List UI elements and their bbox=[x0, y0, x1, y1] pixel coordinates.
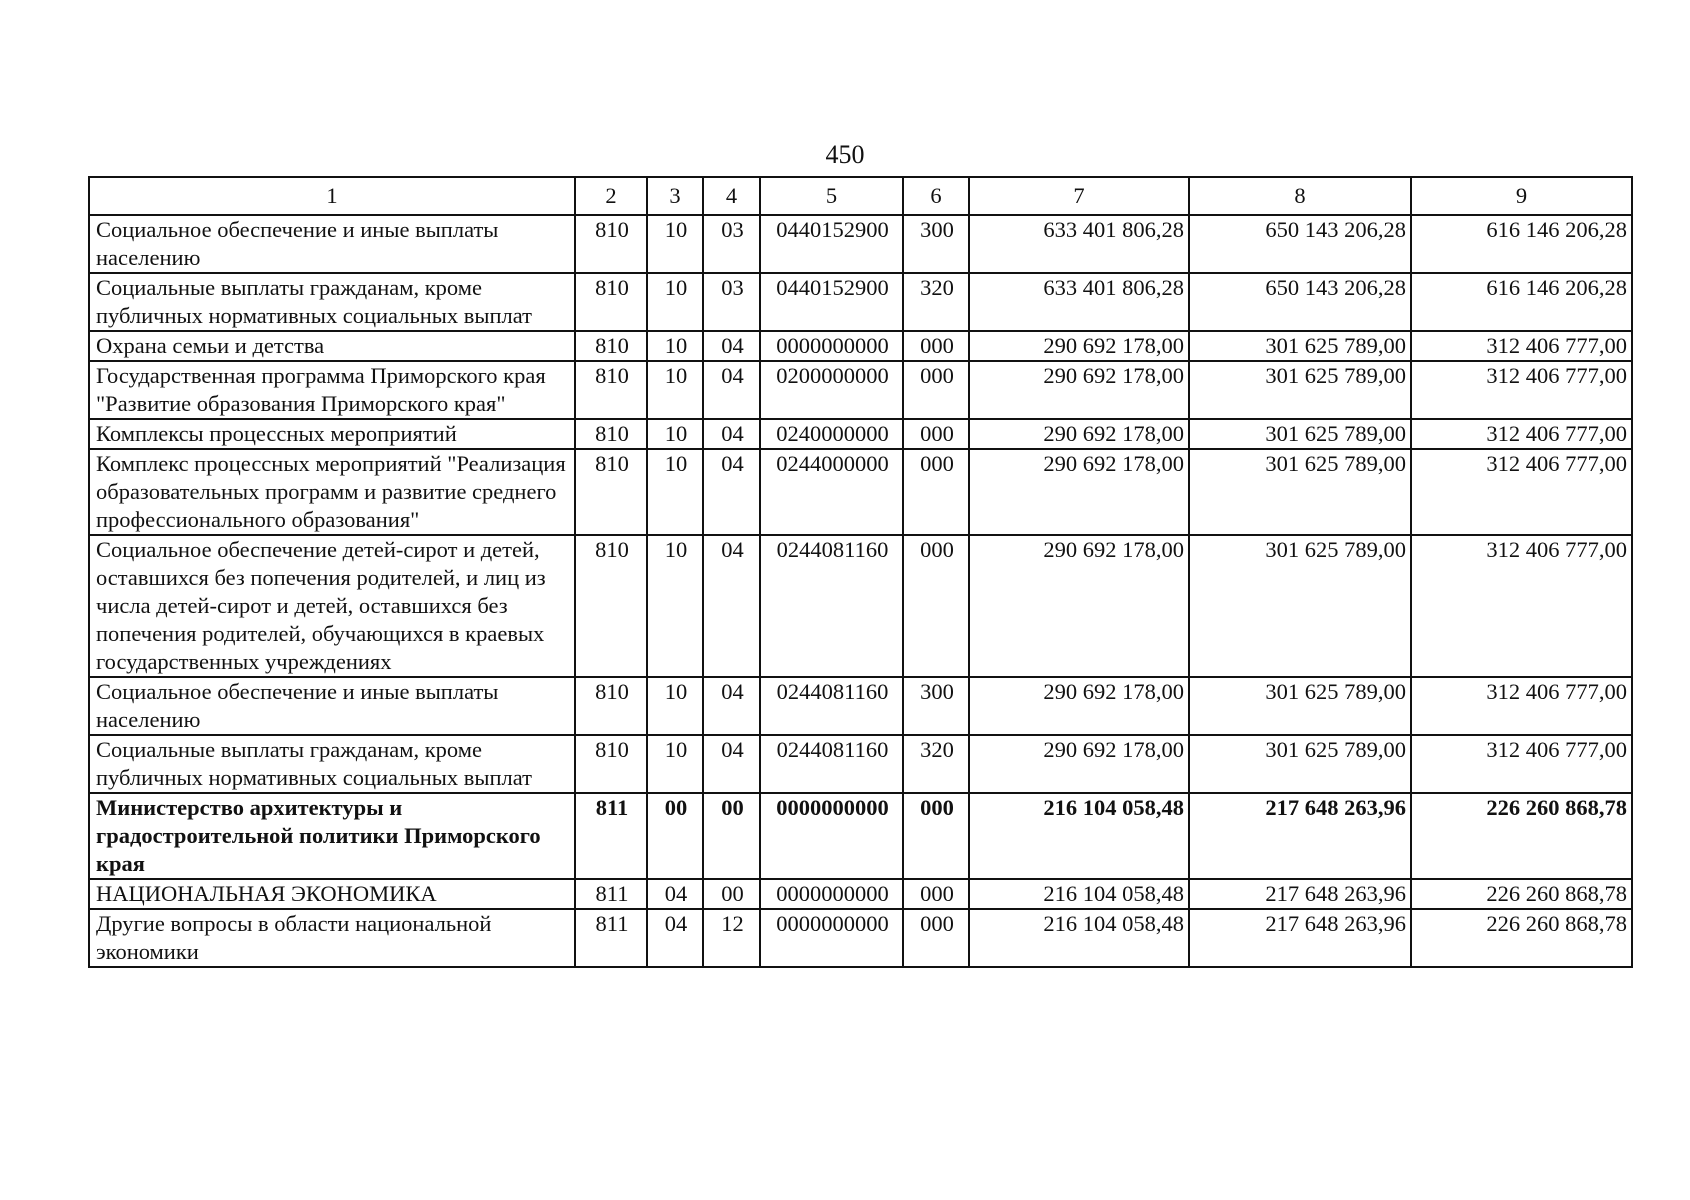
chapter-code-cell: 810 bbox=[575, 449, 647, 535]
subsection-code-cell: 04 bbox=[703, 735, 760, 793]
column-header: 8 bbox=[1189, 177, 1411, 215]
amount-col9-cell: 312 406 777,00 bbox=[1411, 361, 1632, 419]
chapter-code-cell: 810 bbox=[575, 677, 647, 735]
table-row bbox=[89, 535, 1632, 677]
expense-type-cell: 000 bbox=[903, 331, 969, 361]
expense-type-cell: 000 bbox=[903, 909, 969, 967]
expense-type-cell: 000 bbox=[903, 361, 969, 419]
amount-col9-cell: 312 406 777,00 bbox=[1411, 331, 1632, 361]
subsection-code-cell: 03 bbox=[703, 273, 760, 331]
amount-col9-cell: 312 406 777,00 bbox=[1411, 419, 1632, 449]
subsection-code-cell: 12 bbox=[703, 909, 760, 967]
amount-col7-cell: 290 692 178,00 bbox=[969, 419, 1189, 449]
table-row bbox=[89, 735, 1632, 793]
target-article-cell: 0200000000 bbox=[760, 361, 903, 419]
expense-type-cell: 320 bbox=[903, 273, 969, 331]
section-code-cell: 10 bbox=[647, 735, 703, 793]
chapter-code-cell: 810 bbox=[575, 535, 647, 677]
chapter-code-cell: 810 bbox=[575, 735, 647, 793]
section-code-cell: 10 bbox=[647, 535, 703, 677]
expense-type-cell: 300 bbox=[903, 215, 969, 273]
amount-col8-cell: 301 625 789,00 bbox=[1189, 361, 1411, 419]
column-header: 9 bbox=[1411, 177, 1632, 215]
expense-type-cell: 000 bbox=[903, 879, 969, 909]
section-code-cell: 10 bbox=[647, 215, 703, 273]
target-article-cell: 0000000000 bbox=[760, 331, 903, 361]
table-row bbox=[89, 215, 1632, 273]
subsection-code-cell: 04 bbox=[703, 535, 760, 677]
amount-col8-cell: 301 625 789,00 bbox=[1189, 449, 1411, 535]
subsection-code-cell: 04 bbox=[703, 449, 760, 535]
row-name-cell: Социальное обеспечение и иные выплаты населению bbox=[89, 677, 575, 735]
subsection-code-cell: 04 bbox=[703, 331, 760, 361]
subsection-code-cell: 04 bbox=[703, 677, 760, 735]
table-row bbox=[89, 909, 1632, 967]
amount-col7-cell: 290 692 178,00 bbox=[969, 677, 1189, 735]
subsection-code-cell: 04 bbox=[703, 419, 760, 449]
amount-col9-cell: 226 260 868,78 bbox=[1411, 909, 1632, 967]
table-row bbox=[89, 449, 1632, 535]
page-number: 450 bbox=[825, 140, 865, 169]
target-article-cell: 0000000000 bbox=[760, 909, 903, 967]
expense-type-cell: 000 bbox=[903, 419, 969, 449]
amount-col9-cell: 312 406 777,00 bbox=[1411, 677, 1632, 735]
amount-col8-cell: 301 625 789,00 bbox=[1189, 419, 1411, 449]
amount-col7-cell: 633 401 806,28 bbox=[969, 215, 1189, 273]
amount-col7-cell: 290 692 178,00 bbox=[969, 735, 1189, 793]
section-code-cell: 04 bbox=[647, 909, 703, 967]
subsection-code-cell: 04 bbox=[703, 361, 760, 419]
section-code-cell: 10 bbox=[647, 361, 703, 419]
amount-col8-cell: 650 143 206,28 bbox=[1189, 215, 1411, 273]
row-name-cell: НАЦИОНАЛЬНАЯ ЭКОНОМИКА bbox=[89, 879, 575, 909]
amount-col9-cell: 226 260 868,78 bbox=[1411, 879, 1632, 909]
row-name-cell: Государственная программа Приморского края "Развитие образования Приморского края" bbox=[89, 361, 575, 419]
row-name-cell: Комплексы процессных мероприятий bbox=[89, 419, 575, 449]
target-article-cell: 0244081160 bbox=[760, 735, 903, 793]
table-row bbox=[89, 361, 1632, 419]
expense-type-cell: 300 bbox=[903, 677, 969, 735]
subsection-code-cell: 00 bbox=[703, 793, 760, 879]
amount-col9-cell: 312 406 777,00 bbox=[1411, 449, 1632, 535]
section-code-cell: 04 bbox=[647, 879, 703, 909]
amount-col7-cell: 290 692 178,00 bbox=[969, 331, 1189, 361]
amount-col7-cell: 290 692 178,00 bbox=[969, 449, 1189, 535]
chapter-code-cell: 811 bbox=[575, 793, 647, 879]
section-code-cell: 10 bbox=[647, 331, 703, 361]
section-code-cell: 10 bbox=[647, 677, 703, 735]
amount-col8-cell: 301 625 789,00 bbox=[1189, 535, 1411, 677]
column-header: 2 bbox=[575, 177, 647, 215]
amount-col8-cell: 301 625 789,00 bbox=[1189, 331, 1411, 361]
amount-col9-cell: 616 146 206,28 bbox=[1411, 215, 1632, 273]
column-header: 3 bbox=[647, 177, 703, 215]
column-header: 4 bbox=[703, 177, 760, 215]
target-article-cell: 0440152900 bbox=[760, 215, 903, 273]
column-header: 5 bbox=[760, 177, 903, 215]
amount-col7-cell: 216 104 058,48 bbox=[969, 793, 1189, 879]
target-article-cell: 0244081160 bbox=[760, 535, 903, 677]
target-article-cell: 0000000000 bbox=[760, 879, 903, 909]
amount-col7-cell: 216 104 058,48 bbox=[969, 879, 1189, 909]
row-name-cell: Другие вопросы в области национальной экономики bbox=[89, 909, 575, 967]
table-row bbox=[89, 331, 1632, 361]
row-name-cell: Комплекс процессных мероприятий "Реализация образовательных программ и развитие среднего профессионального образования" bbox=[89, 449, 575, 535]
table-row bbox=[89, 419, 1632, 449]
target-article-cell: 0440152900 bbox=[760, 273, 903, 331]
amount-col8-cell: 217 648 263,96 bbox=[1189, 793, 1411, 879]
amount-col9-cell: 312 406 777,00 bbox=[1411, 535, 1632, 677]
row-name-cell: Охрана семьи и детства bbox=[89, 331, 575, 361]
amount-col7-cell: 216 104 058,48 bbox=[969, 909, 1189, 967]
subsection-code-cell: 00 bbox=[703, 879, 760, 909]
chapter-code-cell: 810 bbox=[575, 273, 647, 331]
table-row bbox=[89, 879, 1632, 909]
chapter-code-cell: 811 bbox=[575, 879, 647, 909]
expense-type-cell: 000 bbox=[903, 793, 969, 879]
row-name-cell: Министерство архитектуры и градостроительной политики Приморского края bbox=[89, 793, 575, 879]
header-row bbox=[89, 177, 1632, 215]
amount-col7-cell: 290 692 178,00 bbox=[969, 535, 1189, 677]
target-article-cell: 0240000000 bbox=[760, 419, 903, 449]
expense-type-cell: 000 bbox=[903, 449, 969, 535]
chapter-code-cell: 810 bbox=[575, 215, 647, 273]
amount-col8-cell: 301 625 789,00 bbox=[1189, 677, 1411, 735]
amount-col7-cell: 633 401 806,28 bbox=[969, 273, 1189, 331]
amount-col8-cell: 301 625 789,00 bbox=[1189, 735, 1411, 793]
section-code-cell: 10 bbox=[647, 449, 703, 535]
section-code-cell: 10 bbox=[647, 419, 703, 449]
amount-col8-cell: 217 648 263,96 bbox=[1189, 909, 1411, 967]
column-header: 1 bbox=[89, 177, 575, 215]
table-row bbox=[89, 273, 1632, 331]
budget-table bbox=[88, 176, 1633, 968]
row-name-cell: Социальное обеспечение детей-сирот и детей, оставшихся без попечения родителей, и лиц из числа детей-сирот и детей, оставшихся без попечения родителей, обучающихся в краевых государственных учреждениях bbox=[89, 535, 575, 677]
section-code-cell: 10 bbox=[647, 273, 703, 331]
chapter-code-cell: 810 bbox=[575, 361, 647, 419]
chapter-code-cell: 811 bbox=[575, 909, 647, 967]
target-article-cell: 0244081160 bbox=[760, 677, 903, 735]
amount-col8-cell: 650 143 206,28 bbox=[1189, 273, 1411, 331]
row-name-cell: Социальные выплаты гражданам, кроме публичных нормативных социальных выплат bbox=[89, 273, 575, 331]
column-header: 7 bbox=[969, 177, 1189, 215]
chapter-code-cell: 810 bbox=[575, 419, 647, 449]
target-article-cell: 0000000000 bbox=[760, 793, 903, 879]
amount-col8-cell: 217 648 263,96 bbox=[1189, 879, 1411, 909]
target-article-cell: 0244000000 bbox=[760, 449, 903, 535]
amount-col9-cell: 616 146 206,28 bbox=[1411, 273, 1632, 331]
row-name-cell: Социальное обеспечение и иные выплаты населению bbox=[89, 215, 575, 273]
table-row bbox=[89, 793, 1632, 879]
amount-col7-cell: 290 692 178,00 bbox=[969, 361, 1189, 419]
expense-type-cell: 000 bbox=[903, 535, 969, 677]
column-header: 6 bbox=[903, 177, 969, 215]
row-name-cell: Социальные выплаты гражданам, кроме публичных нормативных социальных выплат bbox=[89, 735, 575, 793]
expense-type-cell: 320 bbox=[903, 735, 969, 793]
section-code-cell: 00 bbox=[647, 793, 703, 879]
amount-col9-cell: 312 406 777,00 bbox=[1411, 735, 1632, 793]
chapter-code-cell: 810 bbox=[575, 331, 647, 361]
table-row bbox=[89, 677, 1632, 735]
subsection-code-cell: 03 bbox=[703, 215, 760, 273]
amount-col9-cell: 226 260 868,78 bbox=[1411, 793, 1632, 879]
